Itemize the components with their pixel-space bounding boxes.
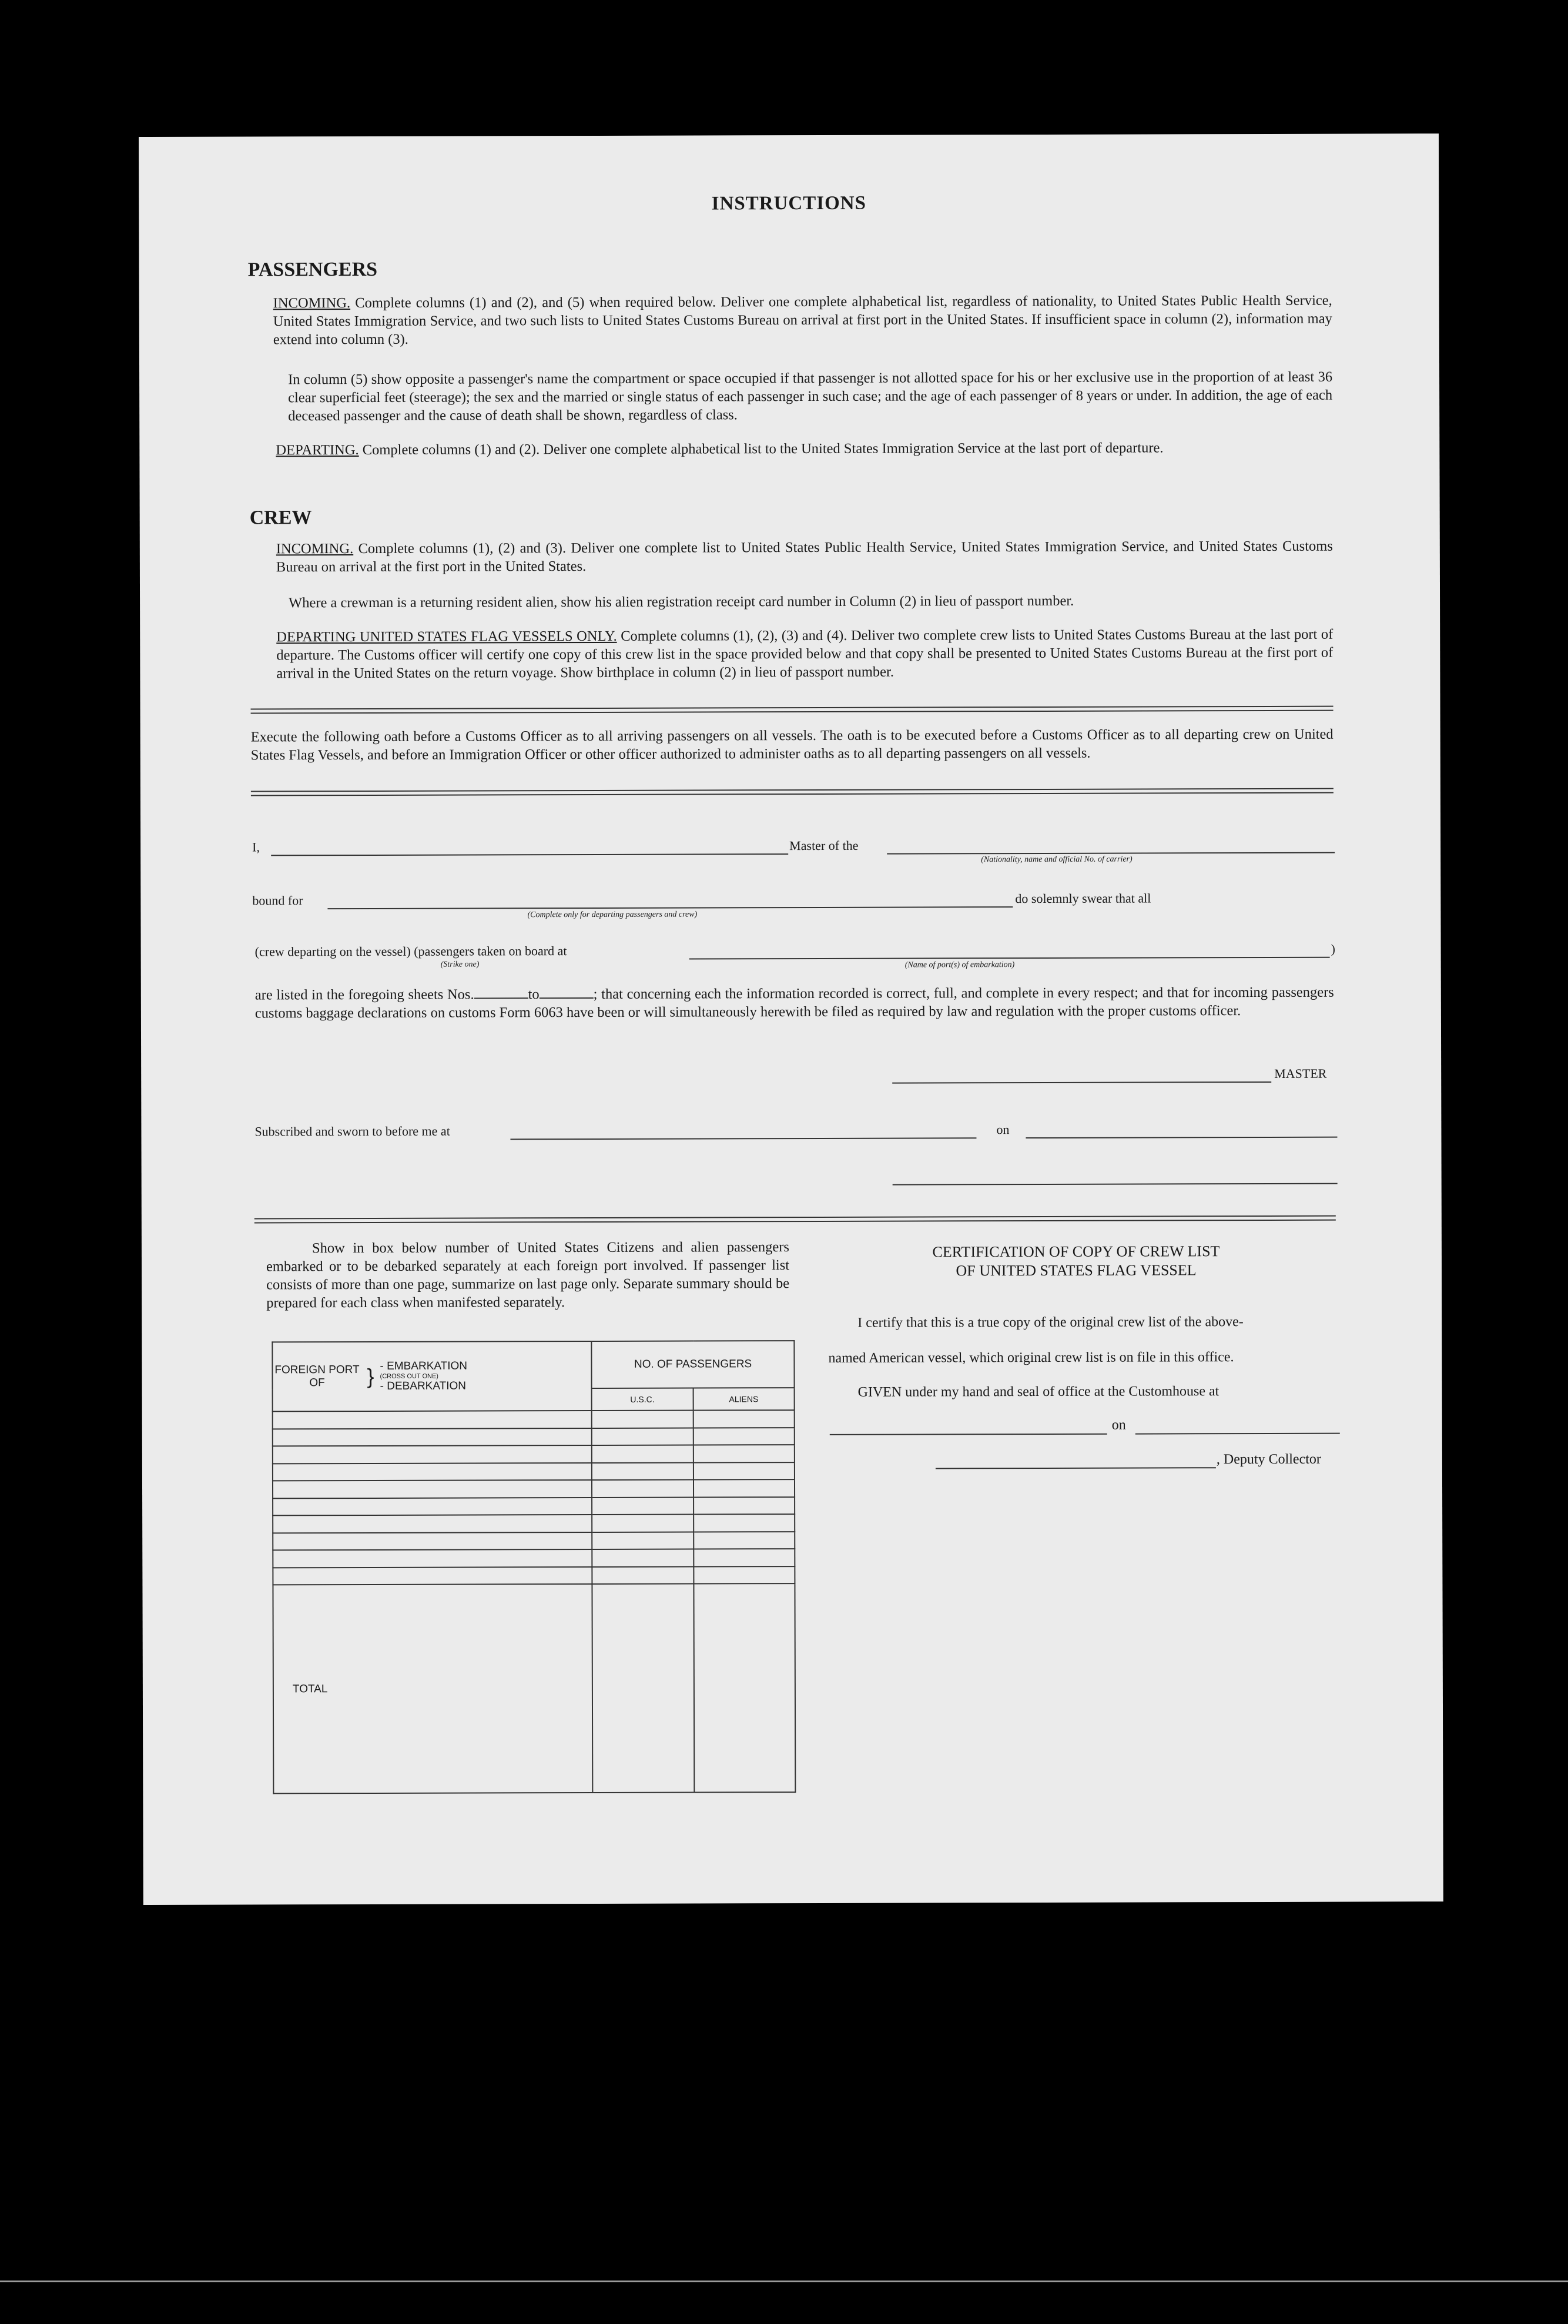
crew-resident-paragraph: Where a crewman is a returning resident alien, show his alien registration receipt card number in Column (2) in lieu of passport number. [289, 592, 1074, 611]
table-row[interactable] [273, 1445, 795, 1464]
subscribed-date-line[interactable] [1026, 1137, 1337, 1138]
certification-date-line[interactable] [1135, 1433, 1340, 1435]
nationality-caption: (Nationality, name and official No. of carrier) [981, 855, 1133, 865]
film-edge-line [0, 2281, 1568, 2282]
master-label: MASTER [1274, 1066, 1327, 1081]
certification-line1: I certify that this is a true copy of the original crew list of the above- [857, 1314, 1244, 1331]
crew-departing-text: Complete columns (1), (2), (3) and (4). Deliver two complete crew lists to United States Customs Bureau at the last port of departure. The Customs officer will certify one copy of this crew list in the space provided below and that copy shall be presented to United States Customs Bureau at the first port of arrival in the United States on the return voyage. Show birthplace in column (2) in lieu of passport number. [276, 626, 1334, 682]
close-paren: ) [1331, 941, 1335, 956]
carrier-line[interactable] [887, 852, 1335, 855]
strike-one-caption: (Strike one) [440, 960, 480, 969]
aliens-header: ALIENS [693, 1388, 795, 1410]
sheet-to-field[interactable] [540, 997, 594, 999]
certification-title [817, 1242, 1335, 1281]
complete-only-caption: (Complete only for departing passengers and crew) [527, 910, 698, 920]
certification-line3: GIVEN under my hand and seal of office at the Customhouse at [857, 1384, 1219, 1400]
master-signature-line[interactable] [892, 1081, 1271, 1084]
ports-caption: (Name of port(s) of embarkation) [904, 960, 1015, 970]
double-rule-1 [251, 706, 1334, 714]
table-row[interactable] [273, 1479, 795, 1498]
sheet-from-field[interactable] [474, 997, 528, 999]
table-row[interactable] [273, 1514, 795, 1533]
listed-text: are listed in the foregoing sheets Nos. [254, 986, 474, 1003]
port-embarkation-line[interactable] [689, 957, 1330, 960]
passenger-summary-table [272, 1340, 796, 1794]
crew-departing-lead: DEPARTING UNITED STATES FLAG VESSELS ONLY. [276, 628, 617, 645]
certification-title-line1: CERTIFICATION OF COPY OF CREW LIST [932, 1243, 1220, 1261]
certification-title-line2: OF UNITED STATES FLAG VESSEL [956, 1261, 1197, 1280]
usc-header: U.S.C. [592, 1388, 693, 1411]
form-page [139, 133, 1443, 1905]
bound-for-label: bound for [252, 893, 303, 908]
oath-body-paragraph [255, 983, 1334, 1023]
total-label: TOTAL [273, 1584, 592, 1793]
certification-on-label: on [1111, 1417, 1126, 1433]
passengers-incoming-lead: INCOMING. [273, 295, 351, 312]
passengers-column5-paragraph: In column (5) show opposite a passenger's name the compartment or space occupied if that passenger is not allotted space for his or her exclusive use in the proportion of at least 36 clear superficial feet (steerage); the sex and the married or single status of each passenger in such case; and the age of each passenger of 8 years or under. In addition, the age of each deceased passenger and the cause of death shall be shown, regardless of class. [288, 369, 1333, 424]
listed-rest: ; that concerning each the information recorded is correct, full, and complete in every respect; and that for incoming passengers customs baggage declarations on customs Form 6063 have been or will simultaneously herewith be filed as required by law and regulation with the proper customs officer. [254, 984, 1334, 1022]
summary-paragraph: Show in box below number of United States Citizens and alien passengers embarked or to be debarked separately at each foreign port involved. If passenger list consists of more than one page, summarize on last page only. Separate summary should be prepared for each class when manifested separately. [266, 1239, 790, 1311]
crew-incoming-paragraph [276, 537, 1333, 577]
crew-incoming-lead: INCOMING. [276, 541, 354, 557]
table-row[interactable] [273, 1566, 795, 1585]
embarkation-option: - EMBARKATION [380, 1359, 468, 1372]
table-row[interactable] [273, 1462, 795, 1481]
foreign-port-header [272, 1341, 592, 1411]
table-row[interactable] [273, 1497, 795, 1516]
table-row[interactable] [273, 1549, 795, 1568]
bound-for-line[interactable] [327, 906, 1013, 909]
do-swear-label: do solemnly swear that all [1015, 890, 1151, 906]
passengers-incoming-text: Complete columns (1) and (2), and (5) when required below. Deliver one complete alphabetical list, regardless of nationality, to United States Public Health Service, United States Immigration Service, and two such lists to United States Customs Bureau on arrival at first port in the United States. If insufficient space in column (2), information may extend into column (3). [273, 292, 1332, 348]
page-title: INSTRUCTIONS [711, 192, 866, 215]
passengers-departing-text: Complete columns (1) and (2). Deliver one complete alphabetical list to the United States Immigration Service at the last port of departure. [362, 440, 1164, 458]
no-of-passengers-header: NO. OF PASSENGERS [592, 1341, 795, 1388]
passengers-incoming-paragraph [273, 292, 1332, 349]
oath-intro-paragraph: Execute the following oath before a Customs Officer as to all arriving passengers on all vessels. The oath is to be executed before a Customs Officer as to all departing crew on United States Flag Vessels, and before an Immigration Officer or other officer authorized to administer oaths as to all departing passengers on all vessels. [250, 726, 1334, 763]
customhouse-line[interactable] [830, 1434, 1107, 1435]
crew-incoming-text: Complete columns (1), (2) and (3). Deliver one complete list to United States Public Health Service, United States Immigration Service, and United States Customs Bureau on arrival at the first port in the United States. [276, 538, 1333, 575]
brace: } [367, 1364, 374, 1388]
crew-departing-paragraph [276, 625, 1333, 683]
table-row[interactable] [273, 1532, 795, 1551]
double-rule-2 [251, 788, 1334, 796]
to-label: to [528, 986, 540, 1003]
crew-departing-label: (crew departing on the vessel) (passengers taken on board at [254, 943, 567, 959]
debarkation-option: - DEBARKATION [380, 1379, 467, 1392]
oath-i-label: I, [252, 839, 260, 855]
embark-debark-options [380, 1360, 467, 1393]
deputy-signature-line[interactable] [936, 1467, 1216, 1469]
cross-out-one-note: (CROSS OUT ONE) [380, 1372, 438, 1380]
crew-heading: CREW [249, 507, 312, 529]
passengers-departing-paragraph [276, 438, 1332, 460]
deputy-collector-label: , Deputy Collector [1216, 1451, 1321, 1468]
certification-line2: named American vessel, which original crew list is on file in this office. [828, 1349, 1234, 1366]
passengers-departing-lead: DEPARTING. [276, 442, 359, 458]
double-rule-3 [254, 1215, 1336, 1224]
foreign-port-label: FOREIGN PORT OF [274, 1364, 360, 1389]
master-name-line[interactable] [271, 853, 788, 856]
subscribed-on-label: on [996, 1122, 1010, 1137]
table-row[interactable] [273, 1428, 795, 1446]
subscribed-label: Subscribed and sworn to before me at [254, 1123, 450, 1139]
officer-signature-line[interactable] [893, 1183, 1338, 1186]
master-of-the-label: Master of the [789, 838, 859, 853]
total-row[interactable] [273, 1583, 795, 1793]
subscribed-place-line[interactable] [510, 1137, 976, 1140]
table-row[interactable] [273, 1410, 795, 1429]
passengers-heading: PASSENGERS [247, 258, 378, 281]
